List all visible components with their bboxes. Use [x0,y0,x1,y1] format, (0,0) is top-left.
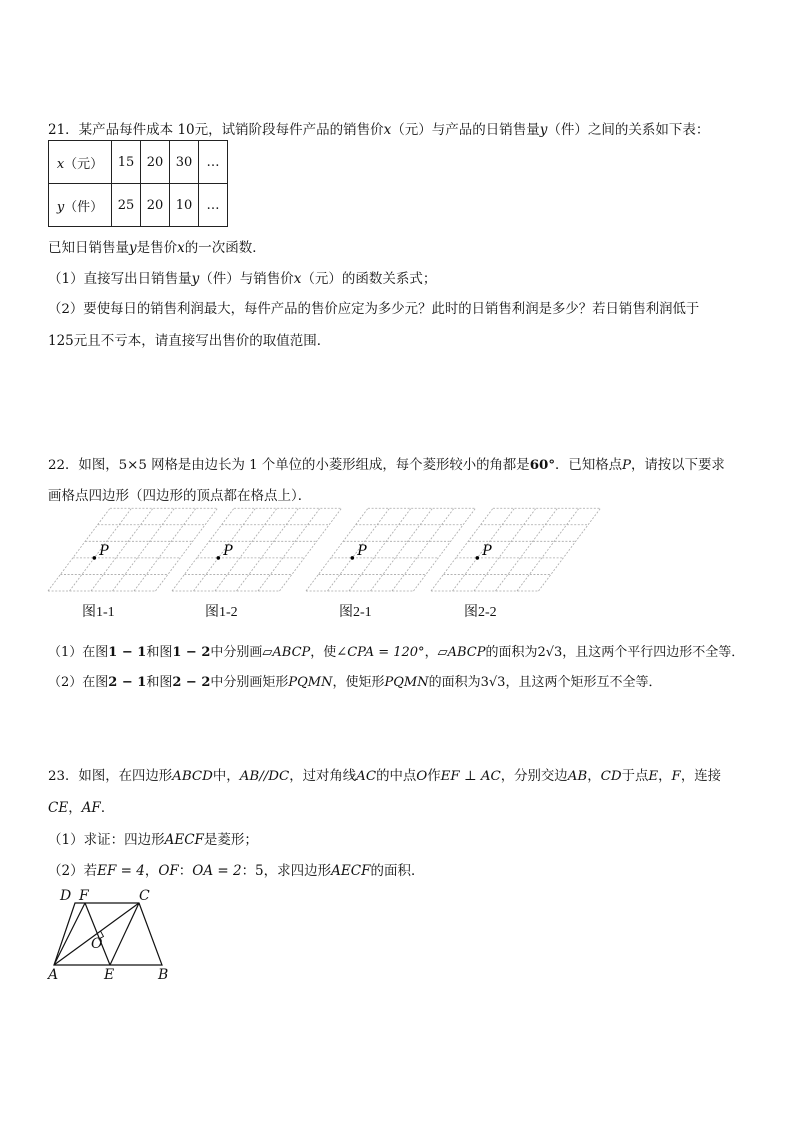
figure-caption-1-2: 图1-2 [205,605,238,620]
table-row-x [49,141,228,184]
point-p-dot [476,556,480,560]
table-cell: 30 [170,141,199,184]
table-cell: … [199,184,228,227]
figure-caption-2-1: 图2-1 [339,605,372,620]
q22-intro-line2: 画格点四边形（四边形的顶点都在格点上）． [48,488,312,504]
figure-caption-2-2: 图2-2 [464,605,497,620]
segment-ce [110,903,139,965]
table-cell: 20 [141,141,170,184]
rhombus-grid [306,508,476,591]
label-f: F [79,888,89,904]
q21-intro: 21．某产品每件成本 10元，试销阶段每件产品的销售价x（元）与产品的日销售量y（件）之间的关系如下表： [48,122,710,138]
q21-known: 已知日销售量y是售价x的一次函数． [48,240,266,256]
table-header-y: y（件） [49,184,112,227]
table-cell: 20 [141,184,170,227]
figure-caption-1-1: 图1-1 [82,605,115,620]
label-o: O [91,936,103,952]
q21-part2-line1: （2）要使每日的销售利润最大，每件产品的售价应定为多少元？此时的日销售利润是多少？若日销售利润低于 [48,302,700,317]
label-d: D [60,888,72,904]
q21-part2-line2: 125元且不亏本，请直接写出售价的取值范围． [48,333,331,349]
segment-ef [85,903,110,965]
price-sales-table [48,140,228,227]
table-cell: 10 [170,184,199,227]
quadrilateral-figure [40,882,180,982]
diagonal-ac [54,903,139,965]
label-c: C [139,888,150,904]
table-header-x: x（元） [49,141,112,184]
point-p-label: P [99,542,109,559]
q22-intro: 22．如图，5×5 网格是由边长为 1 个单位的小菱形组成，每个菱形较小的角都是60°．已知格点P，请按以下要求 [48,457,725,473]
q23-intro-line2: CE，AF． [48,800,115,816]
q23-part2: （2）若EF = 4，OF：OA = 2：5，求四边形AECF的面积． [48,863,425,879]
point-p-dot [93,556,97,560]
point-p-dot [217,556,221,560]
segment-af [54,903,85,965]
trapezoid-abcd [54,903,162,965]
point-p-label: P [482,542,492,559]
q21-part1: （1）直接写出日销售量y（件）与销售价x（元）的函数关系式； [48,271,437,287]
q22-part1: （1）在图1 − 1和图1 − 2中分别画▱ABCP，使∠CPA = 120°，▱ABCP的面积为2√3，且这两个平行四边形不全等． [48,645,745,660]
q22-part2: （2）在图2 − 1和图2 − 2中分别画矩形PQMN，使矩形PQMN的面积为3√3，且这两个矩形互不全等． [48,675,662,690]
q23-intro: 23．如图，在四边形ABCD中，AB//DC，过对角线AC的中点O作EF ⊥ AC，分别交边AB，CD于点E，F，连接 [48,769,721,784]
table-cell: … [199,141,228,184]
table-cell: 25 [112,184,141,227]
q23-part1: （1）求证：四边形AECF是菱形； [48,832,258,848]
table-row-y [49,184,228,227]
label-b: B [158,967,169,982]
rhombus-grid [431,508,601,591]
point-p-dot [351,556,355,560]
rhombus-grid [48,508,218,591]
rhombus-grid [172,508,342,591]
label-a: A [48,967,59,982]
label-e: E [104,967,115,982]
rhombus-grid-figures [0,505,794,600]
table-cell: 15 [112,141,141,184]
point-p-label: P [223,542,233,559]
point-p-label: P [357,542,367,559]
